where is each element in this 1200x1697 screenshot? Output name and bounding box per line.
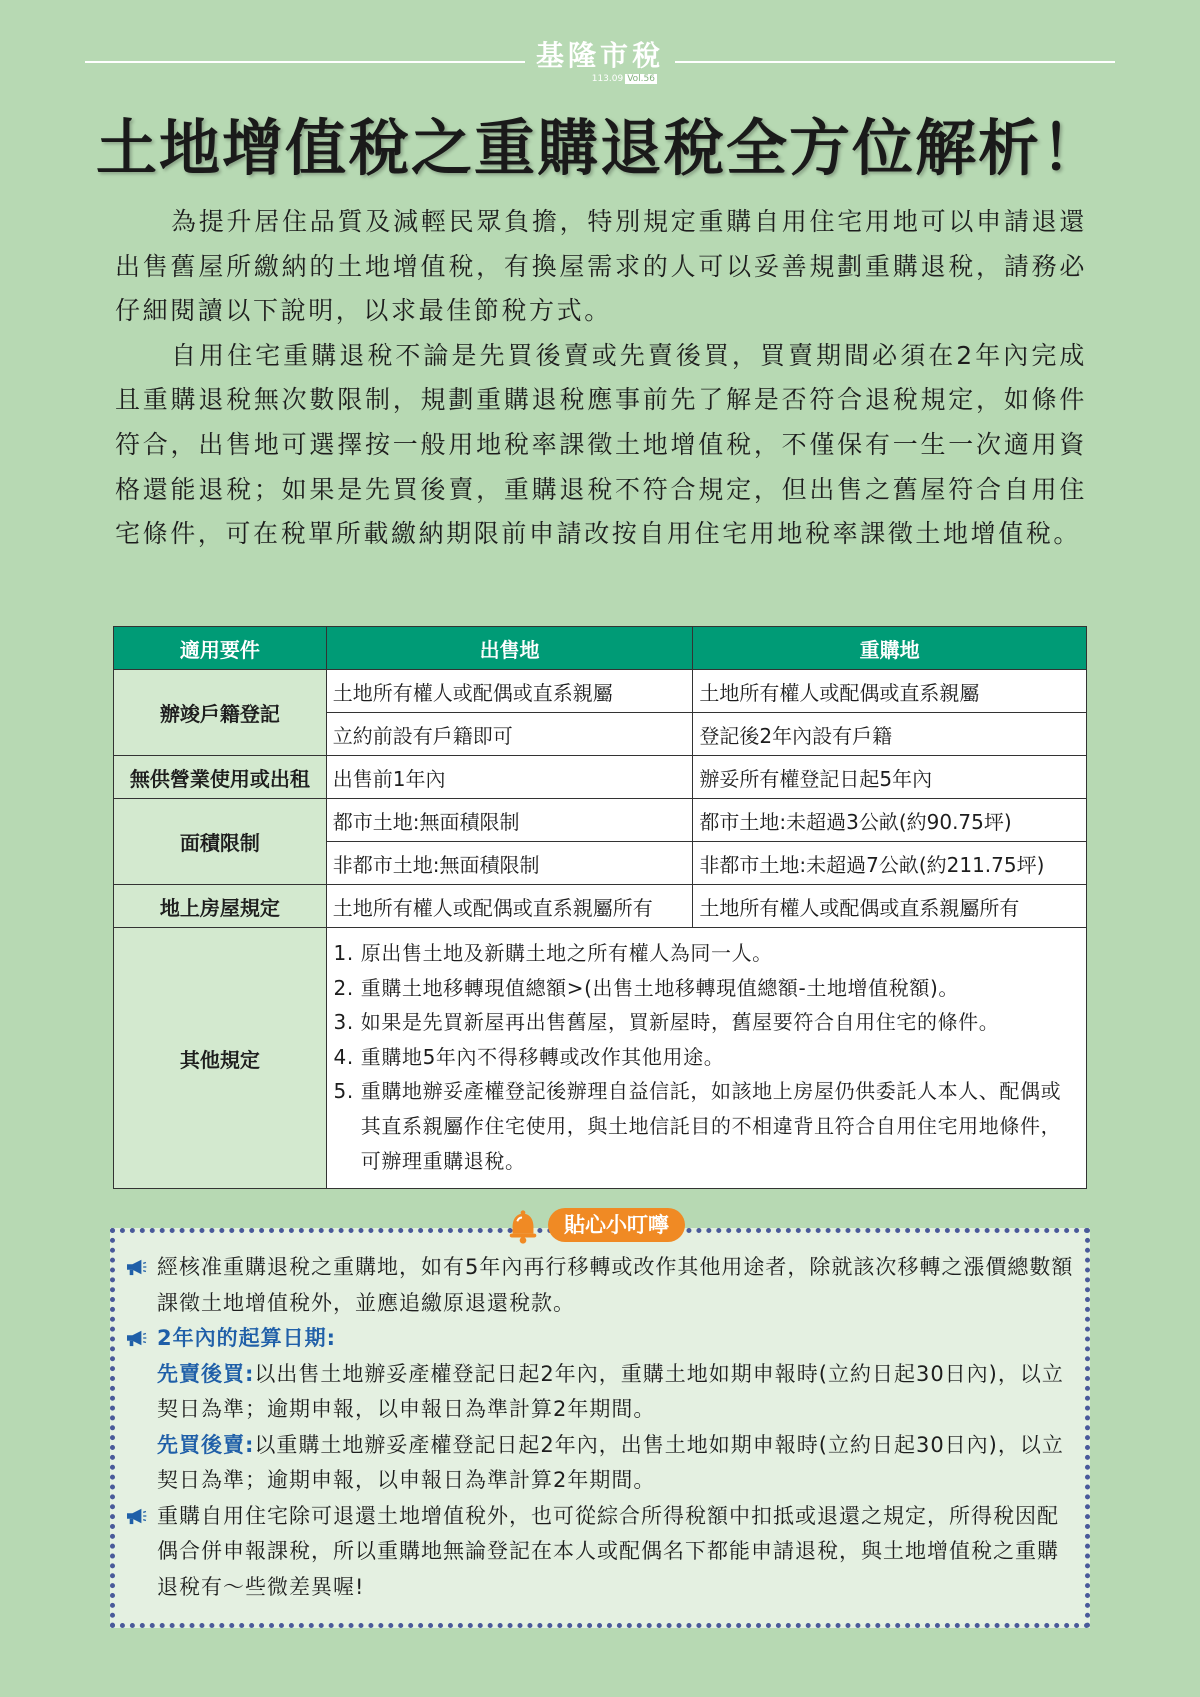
table-cell: 都市土地:無面積限制: [326, 799, 693, 842]
intro-paragraph: 自用住宅重購退稅不論是先買後賣或先賣後買，買賣期間必須在2年內完成且重購退稅無次數限制，規劃重購退稅應事前先了解是否符合退稅規定，如條件符合，出售地可選擇按一般用地稅率課徵土地增值稅，不僅保有一生一次適用資格還能退稅；如果是先買後賣，重購退稅不符合規定，但出售之舊屋符合自用住宅條件，可在稅單所載繳納期限前申請改按自用住宅用地稅率課徵土地增值稅。: [115, 340, 1087, 549]
table-cell: 都市土地:未超過3公畝(約90.75坪): [693, 799, 1087, 842]
list-item: 5. 重購地辦妥產權登記後辦理自益信託，如該地上房屋仍供委託人本人、配偶或其直系親屬作住宅使用，與土地信託目的不相違背且符合自用住宅用地條件，可辦理重購退稅。: [361, 1074, 1080, 1178]
masthead-rule-left: [85, 61, 525, 63]
table-row: [114, 885, 1087, 928]
buy-first-label: 先買後賣:: [157, 1432, 255, 1457]
table-cell: 非都市土地:無面積限制: [326, 842, 693, 885]
header-requirement: 適用要件: [114, 627, 327, 670]
table-header-row: [114, 627, 1087, 670]
table-cell: 土地所有權人或配偶或直系親屬: [693, 670, 1087, 713]
issue-label: [592, 74, 657, 84]
tip-text: 重購自用住宅除可退還土地增值稅外，也可從綜合所得稅額中扣抵或退還之規定，所得稅因配偶合併申報課稅，所以重購地無論登記在本人或配偶名下都能申請退稅，與土地增值稅之重購退稅有～些微差異喔!: [157, 1503, 1059, 1599]
sell-first-text: 以出售土地辦妥產權登記日起2年內，重購土地如期申報時(立約日起30日內)，以立契日為準；逾期申報，以申報日為準計算2年期間。: [157, 1361, 1064, 1421]
tips-label: 貼心小叮嚀: [548, 1208, 685, 1242]
table-row: [114, 756, 1087, 799]
tip-subitem: [125, 1357, 1080, 1428]
header-sale-land: 出售地: [326, 627, 693, 670]
table-cell: 土地所有權人或配偶或直系親屬所有: [326, 885, 693, 928]
sell-first-label: 先賣後買:: [157, 1361, 255, 1386]
requirement-household: 辦竣戶籍登記: [114, 670, 327, 756]
requirement-area: 面積限制: [114, 799, 327, 885]
list-item: 1. 原出售土地及新購土地之所有權人為同一人。: [361, 936, 1080, 971]
requirement-house: 地上房屋規定: [114, 885, 327, 928]
tip-text: 經核准重購退稅之重購地，如有5年內再行移轉或改作其他用途者，除就該次移轉之漲價總數額課徵土地增值稅外，並應追繳原退還稅款。: [157, 1255, 1074, 1315]
publication-logo: [535, 40, 665, 84]
table-cell: 土地所有權人或配偶或直系親屬所有: [693, 885, 1087, 928]
volume-number: Vol.56: [627, 74, 655, 84]
table-cell: 立約前設有戶籍即可: [326, 713, 693, 756]
requirements-table: [113, 626, 1087, 1189]
table-cell: 非都市土地:未超過7公畝(約211.75坪): [693, 842, 1087, 885]
page-title: 土地增值稅之重購退稅全方位解析！: [95, 113, 1104, 184]
masthead: [85, 40, 1115, 84]
intro-paragraph: 為提升居住品質及減輕民眾負擔，特別規定重購自用住宅用地可以申請退還出售舊屋所繳納的土地增值稅，有換屋需求的人可以妥善規劃重購退稅，請務必仔細閱讀以下說明，以求最佳節稅方式。: [115, 207, 1087, 326]
megaphone-icon: [125, 1258, 147, 1276]
table-cell: 土地所有權人或配偶或直系親屬: [326, 670, 693, 713]
logo-text: 基隆市稅: [535, 39, 664, 72]
table-row: [114, 799, 1087, 842]
header-repurchase-land: 重購地: [693, 627, 1087, 670]
tip-item: [125, 1499, 1080, 1606]
requirement-other: 其他規定: [114, 928, 327, 1189]
table-cell: 出售前1年內: [326, 756, 693, 799]
other-rules-list: [333, 936, 1080, 1178]
list-item: 2. 重購土地移轉現值總額>(出售土地移轉現值總額-土地增值稅額)。: [361, 971, 1080, 1006]
issue-number: 113.09: [591, 74, 624, 84]
buy-first-text: 以重購土地辦妥產權登記日起2年內，出售土地如期申報時(立約日起30日內)，以立契日為準；逾期申報，以申報日為準計算2年期間。: [157, 1432, 1064, 1492]
table-cell: 登記後2年內設有戶籍: [693, 713, 1087, 756]
bell-icon: [504, 1208, 542, 1246]
requirement-business: 無供營業使用或出租: [114, 756, 327, 799]
list-item: 4. 重購地5年內不得移轉或改作其他用途。: [361, 1040, 1080, 1075]
intro-text: [115, 200, 1087, 557]
table-cell: 辦妥所有權登記日起5年內: [693, 756, 1087, 799]
tip-heading: 2年內的起算日期:: [157, 1326, 337, 1350]
masthead-rule-right: [675, 61, 1115, 63]
tips-content: [125, 1250, 1080, 1605]
table-row: [114, 928, 1087, 1189]
tip-item: [125, 1250, 1080, 1321]
tip-subitem: [125, 1428, 1080, 1499]
tip-item: [125, 1321, 1080, 1357]
tips-heading: [0, 1206, 1200, 1250]
megaphone-icon: [125, 1507, 147, 1525]
other-rules-cell: [326, 928, 1086, 1189]
megaphone-icon: [125, 1329, 147, 1347]
table-row: [114, 670, 1087, 713]
list-item: 3. 如果是先買新屋再出售舊屋，買新屋時，舊屋要符合自用住宅的條件。: [361, 1005, 1080, 1040]
